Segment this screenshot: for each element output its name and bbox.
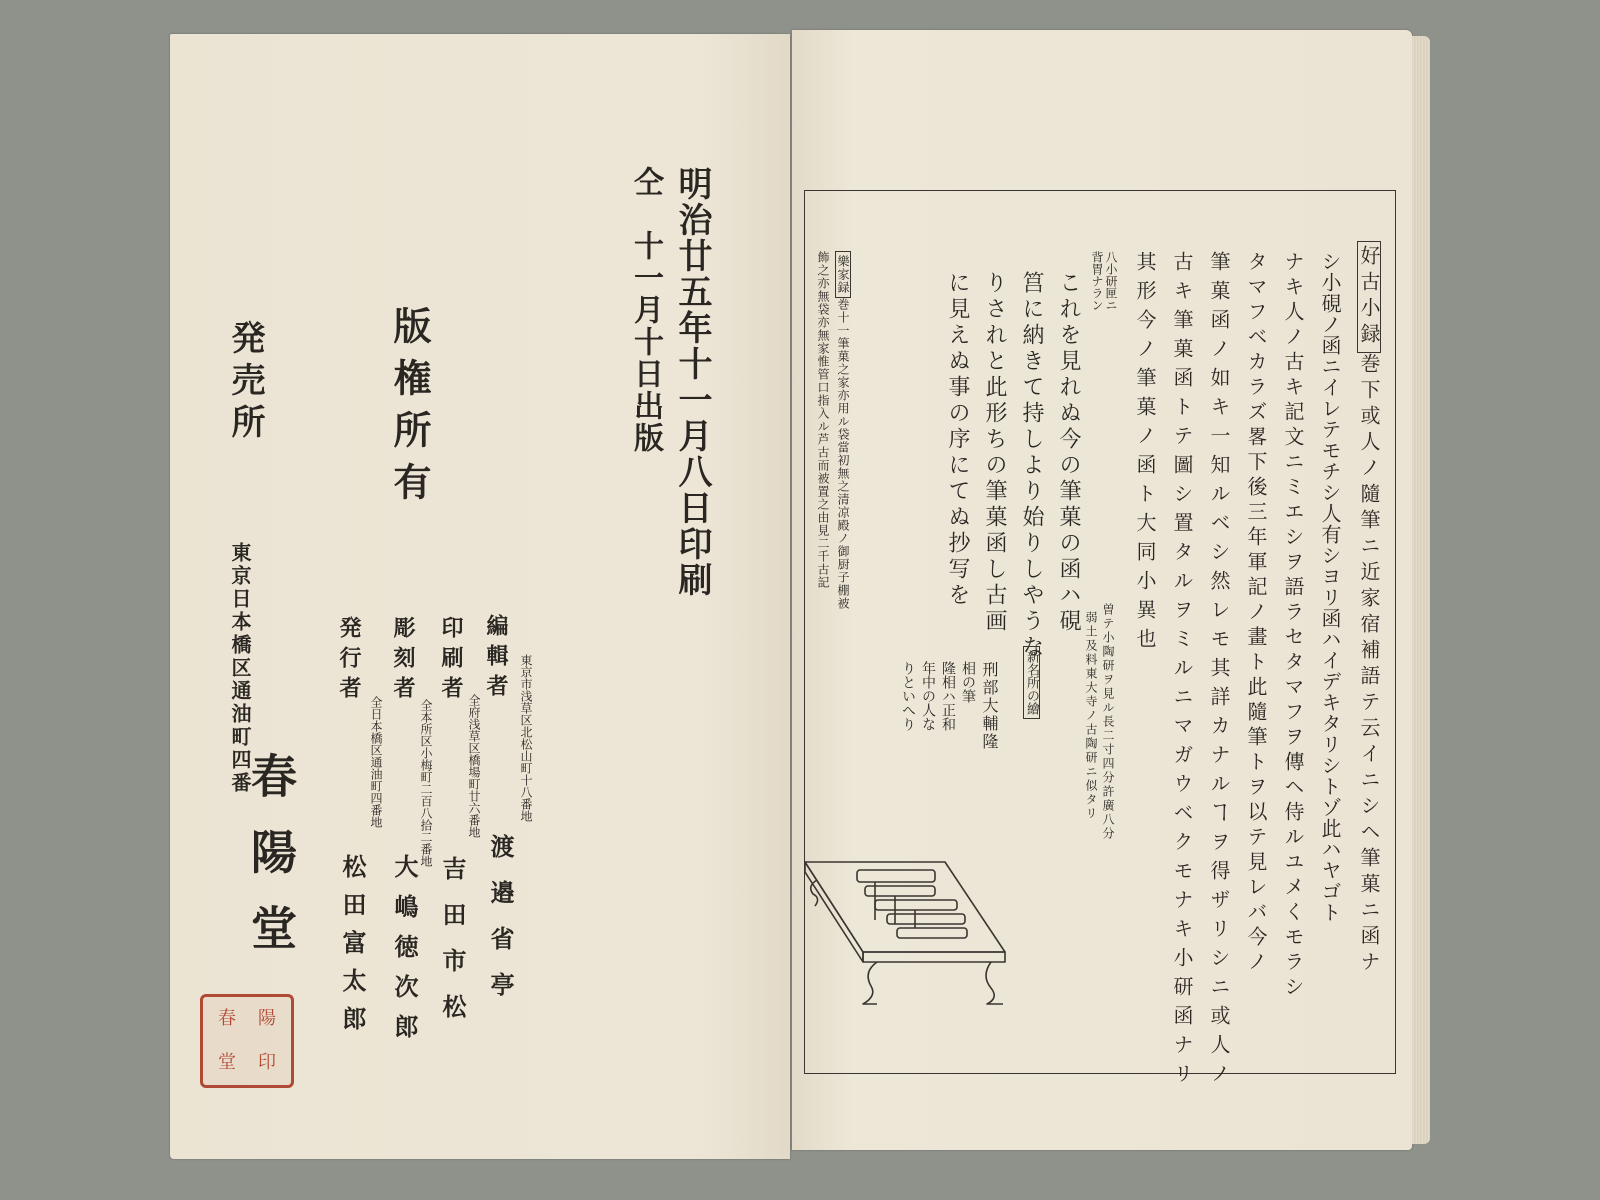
publisher-name: 松田富太郎	[338, 854, 367, 1044]
sales-office-label: 発売所	[225, 320, 265, 446]
text-column: シ小硯ノ函ニイレテモチシ人有シヨリ函ハイデキタリシトゾ此ハヤゴト	[1318, 251, 1342, 923]
script-column: 筥に納きて持しより始りしやうな	[1019, 271, 1044, 661]
right-page-content	[792, 30, 1412, 1150]
text-column: ナキ人ノ古キ記文ニミエシヲ語ラセタマフヲ傳ヘ侍ルユメくモラシ	[1281, 251, 1305, 1001]
editor-role: 編輯者	[483, 614, 509, 704]
page-stack-edge	[1412, 36, 1430, 1144]
publisher-seal-stamp	[200, 994, 294, 1088]
script-column: これを見れぬ今の筆菓の函ハ硯	[1056, 271, 1081, 635]
editor-name: 渡邉省亭	[486, 834, 515, 1018]
side-note-column: 飾之亦無袋亦無家惟管口指入ル芦古而被置之由見二千古記	[816, 251, 830, 589]
script-column: に見えぬ事の序にてぬ抄写を	[945, 271, 970, 609]
printer-role: 印刷者	[438, 616, 464, 706]
print-date-line: 明治廿五年十一月八日印刷	[672, 166, 712, 598]
annotation-small: 八小研匣ニ	[1104, 251, 1118, 311]
publisher-role: 発行者	[336, 616, 362, 706]
caption-tag: 新名所の繪	[1023, 646, 1040, 719]
brush-box-illustration	[805, 856, 1065, 1016]
caption-line: りといへり	[900, 661, 916, 731]
sales-office-address: 東京日本橋区通油町四番	[228, 542, 252, 795]
seal-char: 陽	[258, 1008, 276, 1030]
publish-date-line: 仝 十一月十日出版	[628, 166, 663, 454]
seal-char: 春	[218, 1008, 236, 1030]
caption-line: 年中の人な	[920, 661, 936, 731]
engraver-role: 彫刻者	[390, 616, 416, 706]
annotation-small: 弱土及料東大寺ノ古陶研ニ似タリ	[1084, 611, 1098, 821]
engraver-name: 大嶋徳次郎	[390, 854, 419, 1054]
annotation-small: 曽テ小陶研ヲ見ル長二寸四分許廣八分	[1101, 603, 1115, 841]
side-note-column: 樂家録巻十一筆菓之家亦用ル袋當初無之清凉殿ノ御厨子棚被	[835, 251, 851, 610]
printer-address: 全府浅草区橋場町廿六番地	[467, 694, 481, 838]
caption-line: 隆相ハ正和	[940, 661, 956, 731]
caption-line: 刑部大輔隆	[980, 661, 999, 751]
open-book	[170, 24, 1470, 1174]
text-column: 筆菓函ノ如キ一知ルベシ然レモ其詳カナルヿヲ得ザリシニ或人ノ	[1207, 251, 1231, 1092]
book-title-tag: 好古小録	[1357, 241, 1381, 353]
sales-office-name: 春陽堂	[244, 752, 298, 980]
printer-name: 吉田市松	[438, 856, 467, 1040]
seal-char: 印	[258, 1052, 276, 1074]
seal-char: 堂	[218, 1052, 236, 1074]
annotation-small: 背胃ナラン	[1090, 251, 1104, 311]
caption-line: 相の筆	[960, 661, 976, 703]
text-column: タマフベカラズ畧下後三年軍記ノ畫ト此隨筆トヲ以テ見レバ今ノ	[1244, 251, 1268, 976]
text-column: 古キ筆菓函トテ圖シ置タルヲミルニマガウベクモナキ小研函ナリ	[1170, 251, 1194, 1092]
text-line: 巻下或人ノ隨筆ニ近家宿補語テ云イニシヘ筆菓ニ函ナ	[1357, 353, 1381, 977]
editor-address: 東京市浅草区北松山町十八番地	[519, 654, 533, 822]
text-column	[1357, 241, 1381, 977]
text-column: 其形今ノ筆菓ノ函ト大同小異也	[1133, 251, 1157, 657]
script-column: りされと此形ちの筆菓函し古画	[982, 271, 1007, 635]
side-note-tag: 樂家録	[835, 251, 851, 298]
text-frame	[804, 190, 1396, 1092]
left-page-colophon	[170, 34, 790, 1159]
publisher-address: 全日本橋区通油町四番地	[369, 696, 383, 828]
engraver-address: 全本所区小梅町二百八拾二番地	[419, 699, 433, 867]
copyright-notice: 版権所有	[387, 306, 432, 514]
